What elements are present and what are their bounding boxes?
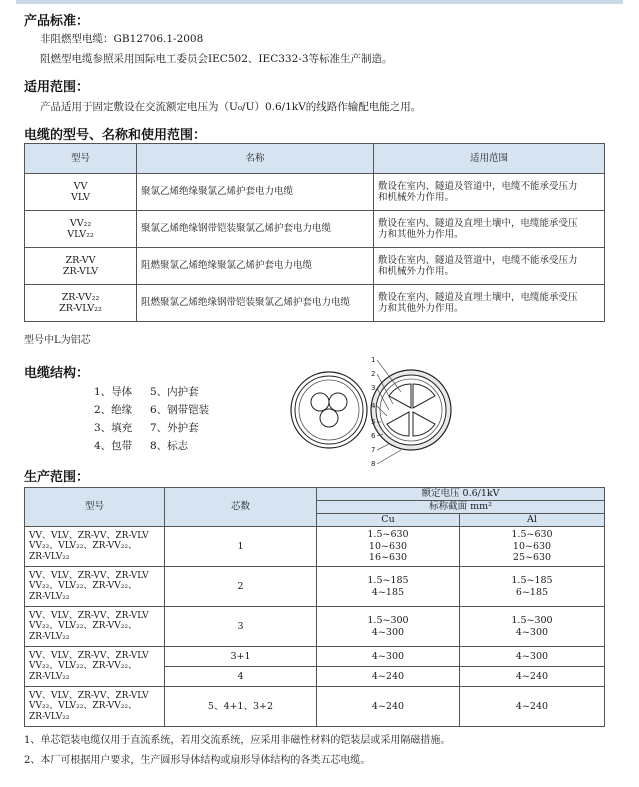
diagram-label: 5 — [371, 418, 376, 426]
model-line: VV₂₂、VLV₂₂、ZR-VV₂₂、 — [29, 581, 137, 592]
diagram-label: 8 — [371, 460, 376, 468]
model-line: ZR-VLV₂₂ — [29, 591, 70, 602]
model-cell: ZR-VV — [65, 254, 96, 266]
production-table — [24, 487, 605, 727]
al-value: 4~300 — [515, 626, 549, 638]
model-cell: VV — [73, 180, 88, 192]
cu-value: 4~300 — [317, 647, 460, 667]
model-line: VV₂₂、VLV₂₂、ZR-VV₂₂、 — [29, 621, 137, 632]
cu-value: 16~630 — [368, 552, 408, 564]
header-cores: 芯数 — [165, 488, 317, 527]
model-line: VV、VLV、ZR-VV、ZR-VLV — [29, 530, 149, 541]
standard-title: 产品标准： — [24, 14, 90, 29]
usage-cell: 力和其他外力作用。 — [378, 229, 464, 240]
model-line: VV、VLV、ZR-VV、ZR-VLV — [29, 650, 149, 661]
table-row — [25, 567, 605, 607]
header-al: Al — [460, 514, 605, 527]
cu-value: 1.5~630 — [367, 529, 409, 541]
al-value: 25~630 — [512, 552, 552, 564]
header-cu: Cu — [317, 514, 460, 527]
model-line: VV₂₂、VLV₂₂、ZR-VV₂₂、 — [29, 661, 137, 672]
header-name: 名称 — [137, 144, 374, 174]
four-core-cable-drawing — [371, 370, 451, 450]
name-cell: 聚氯乙烯绝缘聚氯乙烯护套电力电缆 — [137, 174, 374, 211]
table-row — [25, 211, 605, 248]
model-table-header — [25, 144, 605, 174]
model-cell: VLV₂₂ — [67, 229, 94, 240]
table-row — [25, 527, 605, 567]
cores-cell: 3 — [165, 607, 317, 647]
diagram-label: 4 — [371, 402, 376, 410]
usage-cell: 力和其他外力作用。 — [378, 303, 464, 314]
cu-value: 4~240 — [317, 687, 460, 727]
table-row — [25, 687, 605, 727]
diagram-label: 7 — [371, 446, 376, 454]
list-item: 6、钢带铠装 — [150, 404, 210, 416]
al-value: 1.5~300 — [511, 615, 553, 626]
scope-text: 产品适用于固定敷设在交流额定电压为（U₀/U）0.6/1kV的线路作输配电能之用。 — [40, 101, 422, 113]
cores-cell: 5、4+1、3+2 — [165, 687, 317, 727]
usage-cell: 敷设在室内、隧道及直埋土壤中，电缆能承受压 — [378, 217, 578, 229]
cu-value: 10~630 — [368, 540, 408, 552]
model-line: ZR-VLV₂₂ — [29, 671, 70, 682]
model-line: VV₂₂、VLV₂₂、ZR-VV₂₂、 — [29, 701, 137, 712]
list-item: 2、绝缘 — [94, 404, 133, 416]
list-item: 7、外护套 — [150, 422, 199, 434]
table-row — [25, 285, 605, 322]
name-cell: 阻燃聚氯乙烯绝缘聚氯乙烯护套电力电缆 — [137, 248, 374, 285]
list-item: 3、填充 — [94, 422, 133, 434]
three-core-cable-drawing — [291, 372, 367, 448]
list-item: 8、标志 — [150, 440, 189, 452]
production-title: 生产范围： — [24, 470, 90, 485]
table-row — [25, 248, 605, 285]
note-1: 1、单芯铠装电缆仅用于直流系统，若用交流系统，应采用非磁性材料的铠装层或采用隔磁措施。 — [24, 735, 451, 746]
al-value: 6~185 — [515, 586, 549, 598]
structure-list — [94, 384, 220, 453]
list-item: 4、包带 — [94, 440, 133, 452]
al-value: 4~240 — [460, 667, 605, 687]
name-cell: 阻燃聚氯乙烯绝缘钢带铠装聚氯乙烯护套电力电缆 — [137, 285, 374, 322]
header-model: 型号 — [25, 488, 165, 527]
structure-title: 电缆结构： — [24, 366, 90, 381]
scope-title: 适用范围： — [24, 80, 90, 95]
cu-value: 1.5~300 — [367, 615, 409, 626]
top-color-bar — [16, 0, 623, 4]
model-table — [24, 143, 605, 322]
al-value: 4~300 — [460, 647, 605, 667]
diagram-label: 3 — [371, 384, 376, 392]
model-note: 型号中L为铝芯 — [24, 335, 91, 346]
table-row — [25, 174, 605, 211]
cores-cell: 3+1 — [165, 647, 317, 667]
al-value: 1.5~185 — [511, 575, 553, 586]
table-row — [25, 647, 605, 667]
header-usage: 适用范围 — [374, 144, 605, 174]
cores-cell: 4 — [165, 667, 317, 687]
cu-value: 4~240 — [317, 667, 460, 687]
model-line: VV₂₂、VLV₂₂、ZR-VV₂₂、 — [29, 541, 137, 552]
model-cell: ZR-VLV — [62, 266, 99, 277]
model-cell: ZR-VLV₂₂ — [59, 303, 102, 314]
table-row — [25, 607, 605, 647]
al-value: 1.5~630 — [511, 529, 553, 541]
model-cell: ZR-VV₂₂ — [61, 291, 100, 303]
diagram-label: 2 — [371, 370, 376, 378]
note-2: 2、本厂可根据用户要求，生产圆形导体结构或扇形导体结构的各类五芯电缆。 — [24, 755, 371, 766]
usage-cell: 和机械外力作用。 — [378, 192, 455, 203]
cu-value: 1.5~185 — [367, 575, 409, 586]
model-line: ZR-VLV₂₂ — [29, 551, 70, 562]
cores-cell: 2 — [165, 567, 317, 607]
model-line: VV、VLV、ZR-VV、ZR-VLV — [29, 690, 149, 701]
header-model: 型号 — [25, 144, 137, 174]
model-line: VV、VLV、ZR-VV、ZR-VLV — [29, 610, 149, 621]
standard-line-2: 阻燃型电缆参照采用国际电工委员会IEC502、IEC332-3等标准生产制造。 — [40, 53, 393, 65]
model-line: ZR-VLV₂₂ — [29, 631, 70, 642]
usage-cell: 敷设在室内、隧道及管道中，电缆不能承受压力 — [378, 180, 578, 192]
model-line: ZR-VLV₂₂ — [29, 711, 70, 722]
diagram-label: 6 — [371, 432, 376, 440]
cu-value: 4~185 — [371, 586, 405, 598]
usage-cell: 敷设在室内、隧道及管道中，电缆不能承受压力 — [378, 254, 578, 266]
list-item: 5、内护套 — [150, 386, 199, 398]
cu-value: 4~300 — [371, 626, 405, 638]
cable-cross-section-diagram — [285, 352, 455, 470]
header-section: 标称截面 mm² — [317, 501, 605, 514]
standard-line-1: 非阻燃型电缆：GB12706.1-2008 — [40, 33, 204, 45]
model-line: VV、VLV、ZR-VV、ZR-VLV — [29, 570, 149, 581]
model-cell: VV₂₂ — [69, 217, 92, 229]
model-title: 电缆的型号、名称和使用范围： — [24, 128, 207, 143]
name-cell: 聚氯乙烯绝缘钢带铠装聚氯乙烯护套电力电缆 — [137, 211, 374, 248]
usage-cell: 和机械外力作用。 — [378, 266, 455, 277]
list-item: 1、导体 — [94, 386, 133, 398]
diagram-label: 1 — [371, 356, 376, 364]
cores-cell: 1 — [165, 527, 317, 567]
al-value: 4~240 — [460, 687, 605, 727]
header-voltage: 额定电压 0.6/1kV — [317, 488, 605, 501]
al-value: 10~630 — [512, 540, 552, 552]
model-cell: VLV — [71, 192, 90, 203]
usage-cell: 敷设在室内、隧道及直埋土壤中，电缆能承受压 — [378, 291, 578, 303]
